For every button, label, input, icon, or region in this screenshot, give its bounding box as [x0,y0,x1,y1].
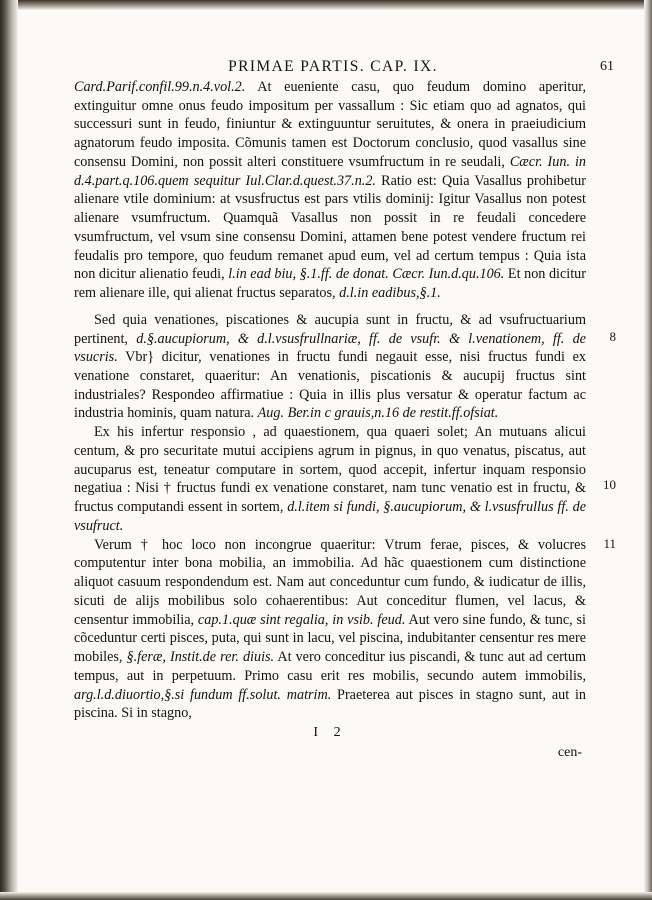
text-run: At vero conceditur ius piscandi, & tunc aut ad certum tempus, aut in perpetuum. Primo casu erit res mobilis, secundo autem immobilis, [74,649,586,684]
text-run: At eueniente casu, quo feudum domino aperitur, extinguitur omne onus feudo impositum per vassallum : Sic etiam quo ad agnatos, qui successuri sunt in feudo, finiuntur & extinguuntur seruitutes, & onera in praeiudicium agnatorum feudo imposita. Cõmunis tamen est Doctorum conclusio, quod vasallus sine consensu Domini, non possit alteri constituere vsumfructum in re seudali, [74,79,586,170]
folio-number: 61 [600,59,614,74]
text-run: Vbr} dicitur, venationes in fructu fundi negauit esse, nisi fructus fundi ex venatione constaret, quaeritur: An venationis, piscationis & aucupij fructus sint industriales? Respondeo affirmatiue : Quia in illis plus versatur & operatur factum ac industria hominis, quam natura. [74,349,586,422]
text-run: Et non dicitur rem alienare ille, qui alienat fructus separatos, [74,266,587,302]
scan-edge-top [0,0,652,10]
text-run: cap.1.quæ sint regalia, in vsib. feud. [197,611,406,628]
running-head [74,58,614,76]
page-content [74,58,616,761]
scan-edge-bottom [0,892,652,900]
text-run: §.feræ, Instit.de rer. diuis. [126,649,275,666]
marginal-note-8: 8 [609,328,616,344]
text-run: d.§.aucupiorum, & d.l.vsusfrullnariæ, ff. de vsufr. & l.venationem, ff. de vsucris. [74,330,586,366]
text-run: Ratio est: Quia Vasallus prohibetur alienare vtile dominium: at vsusfructus est pars vtilis dominij: Igitur Vasallus non potest alienare vsumfructum. Quamquã Vasallus non possit in re feudali concedere vsumfructum, vel vsum sine consensu Domini, attamen bene potest vendere fructum rei feudalis pro tempore, quo feudum remanet apud eum, vel ad certum tempus : Quia ista non dicitur alienatio feudi, [74,172,586,283]
marginal-note-11: 11 [603,535,616,551]
signature-mark: I 2 [313,724,347,740]
scan-edge-right [644,0,652,900]
paragraph-1 [74,78,586,303]
paragraph-4 [74,536,586,723]
running-head-text: PRIMAE PARTIS. CAP. IX. [228,58,438,75]
text-run: Aug. Ber.in c grauis,n.16 de restit.ff.ofsiat. [257,405,499,422]
text-run: Aut vero sine fundo, & tunc, si cõceduntur certi pisces, puta, qui sunt in lacu, vel piscina, indubitanter censentur res mere mobiles, [74,611,586,666]
scan-edge-left [0,0,18,900]
text-run: l.in ead biu, §.1.ff. de donat. Cæcr. Iun.d.qu.106. [228,266,505,283]
paragraph-2 [74,311,586,423]
marginal-note-10: 10 [603,477,616,493]
text-run: Card.Parif.confil.99.n.4.vol.2. [74,79,246,95]
text-run: Praeterea aut pisces in stagno sunt, aut in piscina. Si in stagno, [74,686,586,722]
text-run: d.l.in eadibus,§.1. [339,285,441,302]
paragraph-3 [74,423,586,535]
text-run: Verum † hoc loco non incongrue quaeritur: Vtrum ferae, pisces, & volucres computentur inter bona mobilia, an immobilia. Ad hãc quaestionem cum distinctione aliquot casuum respondendum est. Nam aut conceduntur cum fundo, & iudicatur de illis, sicuti de alijs mobilibus solo cohaerentibus: Aut conceditur flumen, vel lacus, & censentur immobilia, [74,536,586,628]
text-run: Sed quia venationes, piscationes & aucupia sunt in fructu, & ad vsufructuarium pertinent, [74,311,586,347]
paragraph-block [74,78,616,723]
text-run: Cæcr. Iun. in d.4.part.q.106.quem sequitur Iul.Clar.d.quest.37.n.2. [74,153,586,189]
text-run: arg.l.d.diuortio,§.si fundum ff.solut. matrim. [74,686,332,703]
text-run: d.l.item si fundi, §.aucupiorum, & l.vsusfrullus ff. de vsufruct. [74,499,587,534]
text-run: Ex his infertur responsio , ad quaestionem, qua quaeri solet; An mutuans alicui centum, & pro securitate mutui accipiens agrum in pignus, in quo venatus, piscatus, aut aucuparus est, teneatur computare in sortem, quod accepit, infertur inquam responsio negatiua : Nisi † fructus fundi ex venatione constaret, nam tunc venatio est in fructu, & fructus computandi essent in sortem, [74,424,586,516]
catchword: cen- [557,744,582,760]
